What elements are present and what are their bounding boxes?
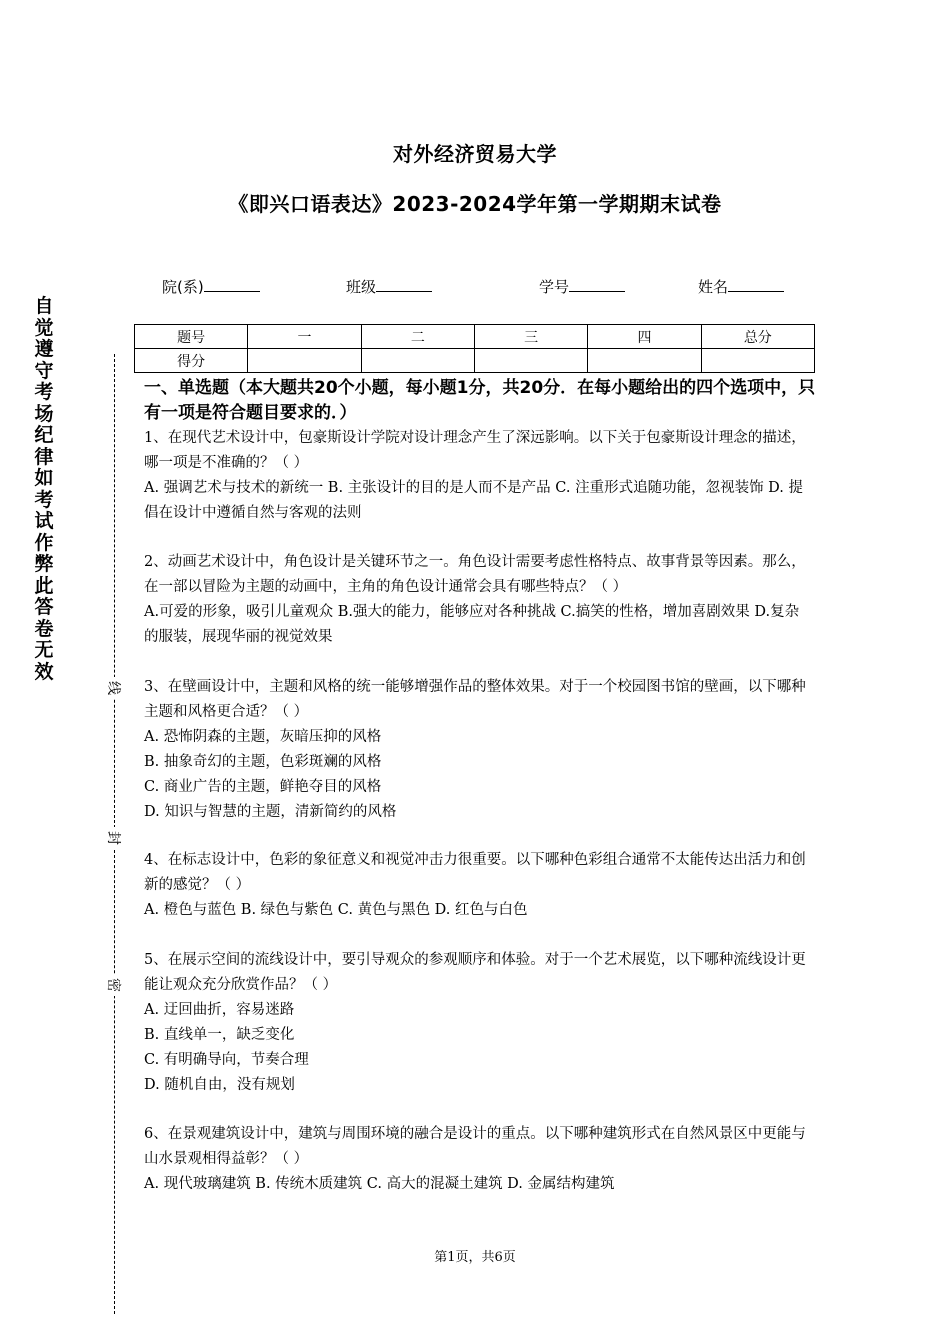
score-table bbox=[134, 324, 815, 373]
question-option: C. 有明确导向，节奏合理 bbox=[144, 1052, 309, 1068]
question-option: B. 直线单一，缺乏变化 bbox=[144, 1027, 295, 1043]
question-option: C. 商业广告的主题，鲜艳夺目的风格 bbox=[144, 779, 382, 795]
score-header-cell: 总分 bbox=[701, 325, 814, 349]
question-stem: 3、在壁画设计中，主题和风格的统一能够增强作品的整体效果。对于一个校园图书馆的壁画，以下哪种主题和风格更合适？（ ） bbox=[144, 679, 806, 720]
score-cell[interactable] bbox=[361, 349, 474, 373]
question-stem: 6、在景观建筑设计中，建筑与周围环境的融合是设计的重点。以下哪种建筑形式在自然风景区中更能与山水景观相得益彰？（ ） bbox=[144, 1126, 806, 1167]
class-label: 班级 bbox=[346, 278, 377, 296]
seal-mark-line: 线 bbox=[104, 677, 124, 699]
question-option: A. 恐怖阴森的主题，灰暗压抑的风格 bbox=[144, 729, 382, 745]
question-2 bbox=[144, 550, 812, 650]
question-options: A.可爱的形象，吸引儿童观众 B.强大的能力，能够应对各种挑战 C.搞笑的性格，增加喜剧效果 D.复杂的服装，展现华丽的视觉效果 bbox=[144, 604, 800, 645]
score-header-cell: 题号 bbox=[135, 325, 248, 349]
question-4 bbox=[144, 848, 812, 923]
score-header-cell: 一 bbox=[248, 325, 361, 349]
score-header-row bbox=[135, 325, 815, 349]
student-id-label: 学号 bbox=[539, 278, 570, 296]
score-cell[interactable] bbox=[474, 349, 587, 373]
name-label: 姓名 bbox=[698, 278, 729, 296]
question-stem: 4、在标志设计中，色彩的象征意义和视觉冲击力很重要。以下哪种色彩组合通常不太能传达出活力和创新的感觉？（ ） bbox=[144, 852, 806, 893]
question-3 bbox=[144, 675, 812, 825]
question-options: A. 橙色与蓝色 B. 绿色与紫色 C. 黄色与黑色 D. 红色与白色 bbox=[144, 902, 528, 918]
department-blank[interactable] bbox=[204, 277, 260, 292]
question-stem: 1、在现代艺术设计中，包豪斯设计学院对设计理念产生了深远影响。以下关于包豪斯设计理念的描述，哪一项是不准确的？（ ） bbox=[144, 430, 806, 471]
class-field[interactable] bbox=[346, 276, 432, 297]
question-options: A. 现代玻璃建筑 B. 传统木质建筑 C. 高大的混凝土建筑 D. 金属结构建筑 bbox=[144, 1176, 615, 1192]
score-row-label: 得分 bbox=[135, 349, 248, 373]
page-number: 第1页，共6页 bbox=[434, 1250, 516, 1265]
question-option: B. 抽象奇幻的主题，色彩斑斓的风格 bbox=[144, 754, 382, 770]
seal-mark-seal: 封 bbox=[104, 827, 124, 849]
score-cell[interactable] bbox=[248, 349, 361, 373]
question-5 bbox=[144, 948, 812, 1098]
score-cell[interactable] bbox=[701, 349, 814, 373]
name-field[interactable] bbox=[698, 276, 784, 297]
exam-rules-notice: 自觉遵守考场纪律如考试作弊此答卷无效 bbox=[34, 295, 54, 683]
department-label: 院(系) bbox=[162, 278, 204, 296]
question-stem: 5、在展示空间的流线设计中，要引导观众的参观顺序和体验。对于一个艺术展览，以下哪种流线设计更能让观众充分欣赏作品？（ ） bbox=[144, 952, 806, 993]
question-1 bbox=[144, 426, 812, 526]
department-field[interactable] bbox=[162, 276, 260, 297]
class-blank[interactable] bbox=[376, 277, 432, 292]
question-stem: 2、动画艺术设计中，角色设计是关键环节之一。角色设计需要考虑性格特点、故事背景等因素。那么，在一部以冒险为主题的动画中，主角的角色设计通常会具有哪些特点？（ ） bbox=[144, 554, 806, 595]
question-option: A. 迂回曲折，容易迷路 bbox=[144, 1002, 295, 1018]
question-option: D. 随机自由，没有规划 bbox=[144, 1077, 295, 1093]
score-header-cell: 四 bbox=[588, 325, 701, 349]
question-option: D. 知识与智慧的主题，清新简约的风格 bbox=[144, 804, 397, 820]
seal-mark-secret: 密 bbox=[104, 974, 124, 996]
exam-title: 《即兴口语表达》2023-2024学年第一学期期末试卷 bbox=[228, 192, 722, 216]
score-cell[interactable] bbox=[588, 349, 701, 373]
school-title: 对外经济贸易大学 bbox=[393, 142, 557, 166]
score-value-row bbox=[135, 349, 815, 373]
name-blank[interactable] bbox=[728, 277, 784, 292]
student-id-field[interactable] bbox=[539, 276, 625, 297]
question-6 bbox=[144, 1122, 812, 1197]
question-options: A. 强调艺术与技术的新统一 B. 主张设计的目的是人而不是产品 C. 注重形式追随功能，忽视装饰 D. 提倡在设计中遵循自然与客观的法则 bbox=[144, 480, 804, 521]
score-header-cell: 三 bbox=[474, 325, 587, 349]
student-id-blank[interactable] bbox=[569, 277, 625, 292]
score-header-cell: 二 bbox=[361, 325, 474, 349]
section-heading: 一、单选题（本大题共20个小题，每小题1分，共20分．在每小题给出的四个选项中，只有一项是符合题目要求的．） bbox=[144, 378, 816, 423]
